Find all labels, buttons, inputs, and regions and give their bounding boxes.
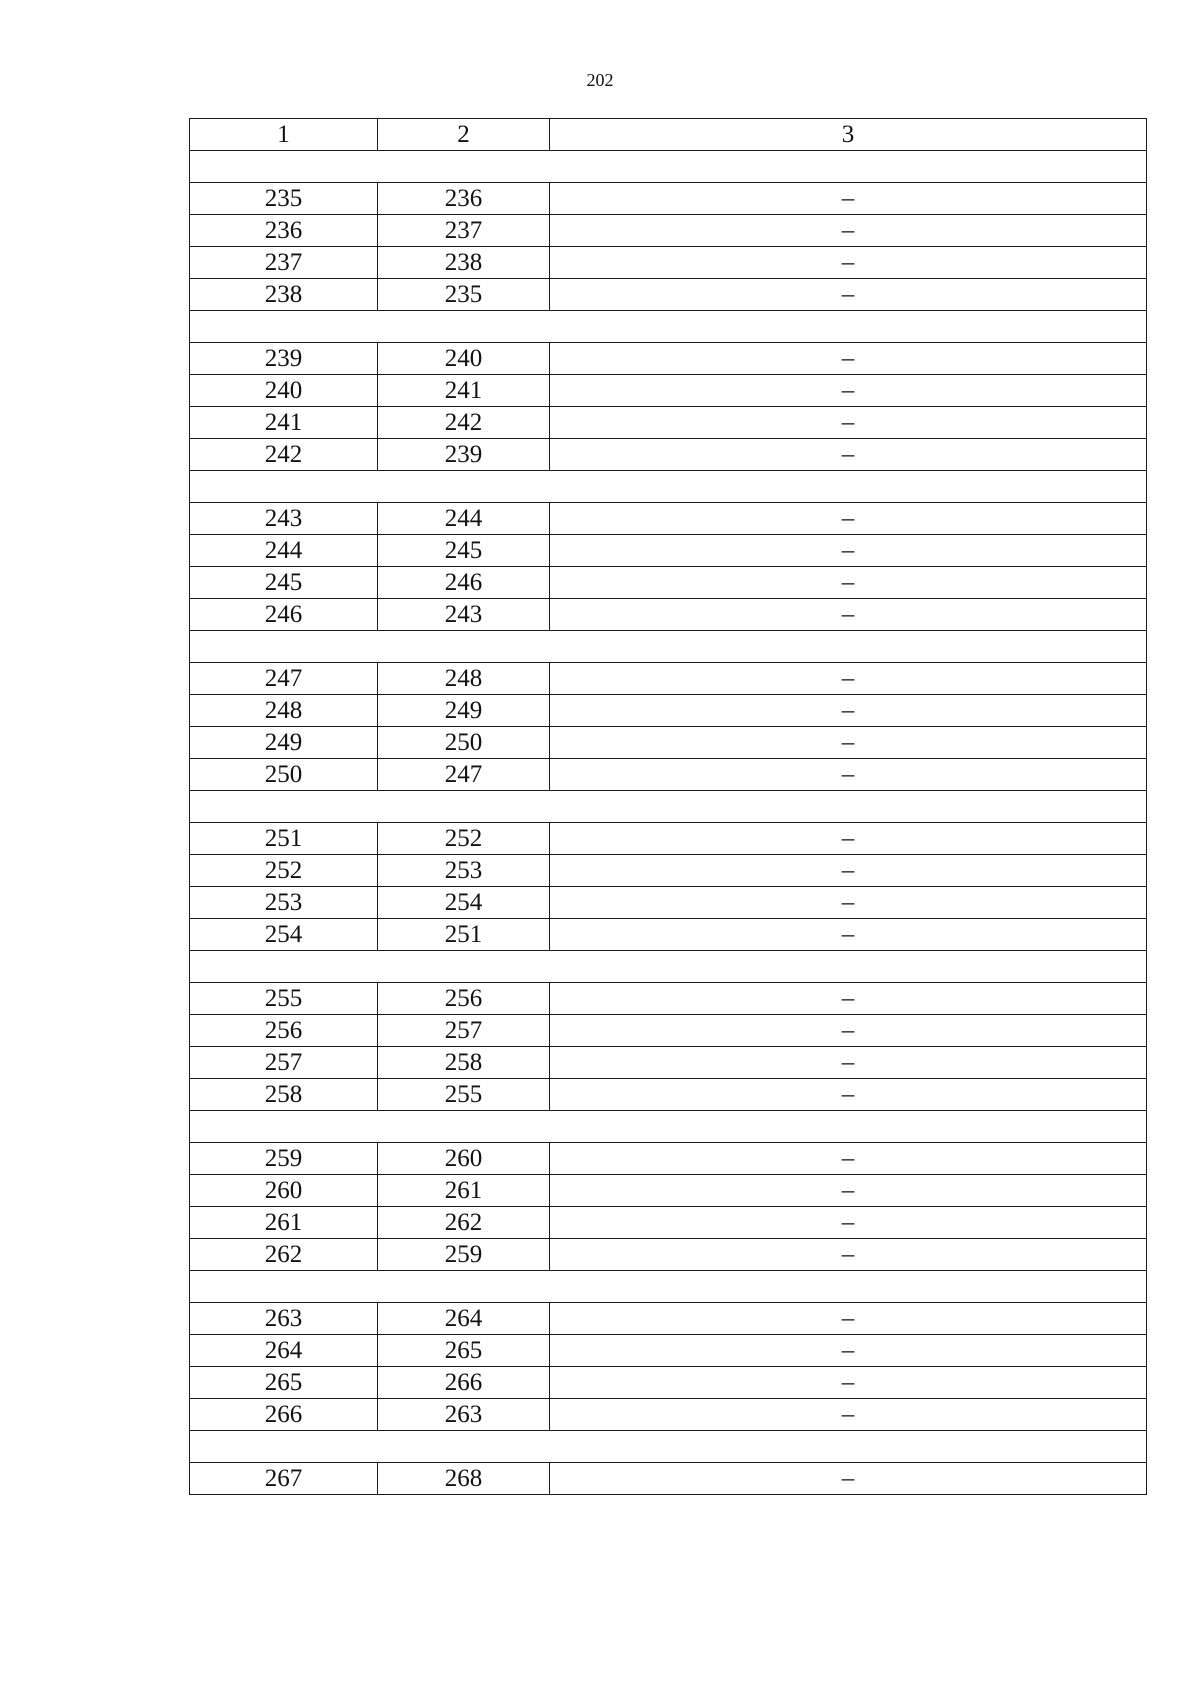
table-cell-col-2: 247 [378, 759, 550, 791]
table-cell-col-2: 263 [378, 1399, 550, 1431]
table-cell-col-1: 240 [190, 375, 378, 407]
table-row [190, 983, 1147, 1015]
table-cell-col-1: 251 [190, 823, 378, 855]
table-cell-col-1: 239 [190, 343, 378, 375]
table-cell-col-2: 265 [378, 1335, 550, 1367]
table-cell-col-3: – [550, 1367, 1147, 1399]
group-separator-row [190, 791, 1147, 823]
group-separator-row [190, 951, 1147, 983]
table-row [190, 1047, 1147, 1079]
table-cell-col-1: 252 [190, 855, 378, 887]
table-cell-col-3: – [550, 535, 1147, 567]
table-cell-col-3: – [550, 1335, 1147, 1367]
table-cell-col-2: 240 [378, 343, 550, 375]
table-cell-col-3: – [550, 983, 1147, 1015]
table-cell-col-1: 241 [190, 407, 378, 439]
table-cell-col-2: 264 [378, 1303, 550, 1335]
table-row [190, 1399, 1147, 1431]
table-cell-col-2: 268 [378, 1463, 550, 1495]
table-row [190, 1239, 1147, 1271]
table-cell-col-3: – [550, 855, 1147, 887]
table-row [190, 887, 1147, 919]
table-cell-col-2: 266 [378, 1367, 550, 1399]
table-cell-col-3: – [550, 727, 1147, 759]
table-cell-col-1: 235 [190, 183, 378, 215]
table-cell-col-2: 252 [378, 823, 550, 855]
table-cell-col-3: – [550, 919, 1147, 951]
table-body [190, 119, 1147, 1495]
group-separator-cell [190, 1431, 1147, 1463]
table-row [190, 407, 1147, 439]
table-cell-col-1: 249 [190, 727, 378, 759]
table-cell-col-2: 245 [378, 535, 550, 567]
table-cell-col-1: 264 [190, 1335, 378, 1367]
group-separator-cell [190, 1111, 1147, 1143]
table-cell-col-1: 263 [190, 1303, 378, 1335]
table-row [190, 1463, 1147, 1495]
table-row [190, 855, 1147, 887]
table-cell-col-3: – [550, 1079, 1147, 1111]
group-separator-cell [190, 471, 1147, 503]
table-row [190, 759, 1147, 791]
table-row [190, 247, 1147, 279]
table-cell-col-2: 243 [378, 599, 550, 631]
table-cell-col-2: 246 [378, 567, 550, 599]
table-cell-col-3: – [550, 567, 1147, 599]
table-row [190, 1303, 1147, 1335]
table-row [190, 1015, 1147, 1047]
table-cell-col-3: – [550, 439, 1147, 471]
group-separator-row [190, 1271, 1147, 1303]
group-separator-row [190, 151, 1147, 183]
table-cell-col-1: 248 [190, 695, 378, 727]
group-separator-cell [190, 951, 1147, 983]
table-cell-col-1: 261 [190, 1207, 378, 1239]
table-row [190, 279, 1147, 311]
group-separator-row [190, 631, 1147, 663]
table-row [190, 535, 1147, 567]
table-cell-col-1: 265 [190, 1367, 378, 1399]
table-cell-col-2: 236 [378, 183, 550, 215]
table-cell-col-1: 236 [190, 215, 378, 247]
table-cell-col-3: – [550, 183, 1147, 215]
group-separator-cell [190, 151, 1147, 183]
table-cell-col-3: – [550, 823, 1147, 855]
table-cell-col-1: 267 [190, 1463, 378, 1495]
table-row [190, 727, 1147, 759]
table-cell-col-1: 256 [190, 1015, 378, 1047]
table-row [190, 183, 1147, 215]
table-cell-col-2: 238 [378, 247, 550, 279]
page-number: 202 [586, 70, 614, 90]
table-row [190, 1207, 1147, 1239]
table-cell-col-2: 259 [378, 1239, 550, 1271]
table-cell-col-1: 266 [190, 1399, 378, 1431]
table-cell-col-1: 250 [190, 759, 378, 791]
table-row [190, 1335, 1147, 1367]
table-cell-col-1: 238 [190, 279, 378, 311]
table-cell-col-2: 255 [378, 1079, 550, 1111]
table-row [190, 343, 1147, 375]
table-cell-col-2: 262 [378, 1207, 550, 1239]
table-cell-col-3: – [550, 215, 1147, 247]
data-table [189, 118, 1147, 1495]
table-cell-col-2: 254 [378, 887, 550, 919]
table-cell-col-2: 258 [378, 1047, 550, 1079]
group-separator-cell [190, 311, 1147, 343]
table-cell-col-3: – [550, 1463, 1147, 1495]
header-cell-3: 3 [550, 119, 1147, 151]
table-cell-col-2: 248 [378, 663, 550, 695]
table-row [190, 599, 1147, 631]
table-cell-col-2: 256 [378, 983, 550, 1015]
header-cell-2: 2 [378, 119, 550, 151]
table-row [190, 1079, 1147, 1111]
table-cell-col-3: – [550, 1047, 1147, 1079]
table-cell-col-2: 241 [378, 375, 550, 407]
table-cell-col-2: 251 [378, 919, 550, 951]
table-cell-col-1: 258 [190, 1079, 378, 1111]
table-cell-col-3: – [550, 247, 1147, 279]
group-separator-cell [190, 1271, 1147, 1303]
header-row [190, 119, 1147, 151]
group-separator-cell [190, 791, 1147, 823]
table-row [190, 503, 1147, 535]
table-row [190, 1175, 1147, 1207]
table-cell-col-3: – [550, 759, 1147, 791]
table-cell-col-1: 243 [190, 503, 378, 535]
group-separator-row [190, 311, 1147, 343]
table-row [190, 695, 1147, 727]
table-cell-col-2: 253 [378, 855, 550, 887]
table-cell-col-3: – [550, 343, 1147, 375]
group-separator-row [190, 1431, 1147, 1463]
table-cell-col-2: 250 [378, 727, 550, 759]
table-row [190, 1143, 1147, 1175]
table-cell-col-3: – [550, 1143, 1147, 1175]
table-row [190, 919, 1147, 951]
table-cell-col-3: – [550, 503, 1147, 535]
table-cell-col-2: 235 [378, 279, 550, 311]
table-cell-col-1: 254 [190, 919, 378, 951]
table-cell-col-2: 257 [378, 1015, 550, 1047]
table-cell-col-1: 247 [190, 663, 378, 695]
table-cell-col-1: 244 [190, 535, 378, 567]
table-cell-col-3: – [550, 1207, 1147, 1239]
table-cell-col-1: 259 [190, 1143, 378, 1175]
table-cell-col-1: 246 [190, 599, 378, 631]
table-cell-col-1: 242 [190, 439, 378, 471]
table-cell-col-1: 237 [190, 247, 378, 279]
table-cell-col-1: 260 [190, 1175, 378, 1207]
table-cell-col-2: 237 [378, 215, 550, 247]
table-cell-col-2: 239 [378, 439, 550, 471]
table-cell-col-3: – [550, 887, 1147, 919]
table-cell-col-3: – [550, 407, 1147, 439]
table-row [190, 663, 1147, 695]
table-cell-col-1: 257 [190, 1047, 378, 1079]
table-cell-col-3: – [550, 375, 1147, 407]
table-cell-col-1: 255 [190, 983, 378, 1015]
table-cell-col-3: – [550, 1239, 1147, 1271]
table-cell-col-3: – [550, 1303, 1147, 1335]
table-cell-col-3: – [550, 1399, 1147, 1431]
table-cell-col-3: – [550, 695, 1147, 727]
table-row [190, 1367, 1147, 1399]
table-cell-col-2: 260 [378, 1143, 550, 1175]
group-separator-row [190, 471, 1147, 503]
table-cell-col-2: 242 [378, 407, 550, 439]
table-cell-col-3: – [550, 279, 1147, 311]
table-cell-col-3: – [550, 663, 1147, 695]
table-cell-col-2: 261 [378, 1175, 550, 1207]
table-cell-col-3: – [550, 1175, 1147, 1207]
table-row [190, 567, 1147, 599]
table-cell-col-1: 245 [190, 567, 378, 599]
table-row [190, 375, 1147, 407]
table-cell-col-2: 249 [378, 695, 550, 727]
table-row [190, 215, 1147, 247]
table-cell-col-1: 253 [190, 887, 378, 919]
table-cell-col-2: 244 [378, 503, 550, 535]
table-row [190, 823, 1147, 855]
table-cell-col-3: – [550, 599, 1147, 631]
group-separator-row [190, 1111, 1147, 1143]
table-row [190, 439, 1147, 471]
table-cell-col-1: 262 [190, 1239, 378, 1271]
header-cell-1: 1 [190, 119, 378, 151]
group-separator-cell [190, 631, 1147, 663]
table-cell-col-3: – [550, 1015, 1147, 1047]
